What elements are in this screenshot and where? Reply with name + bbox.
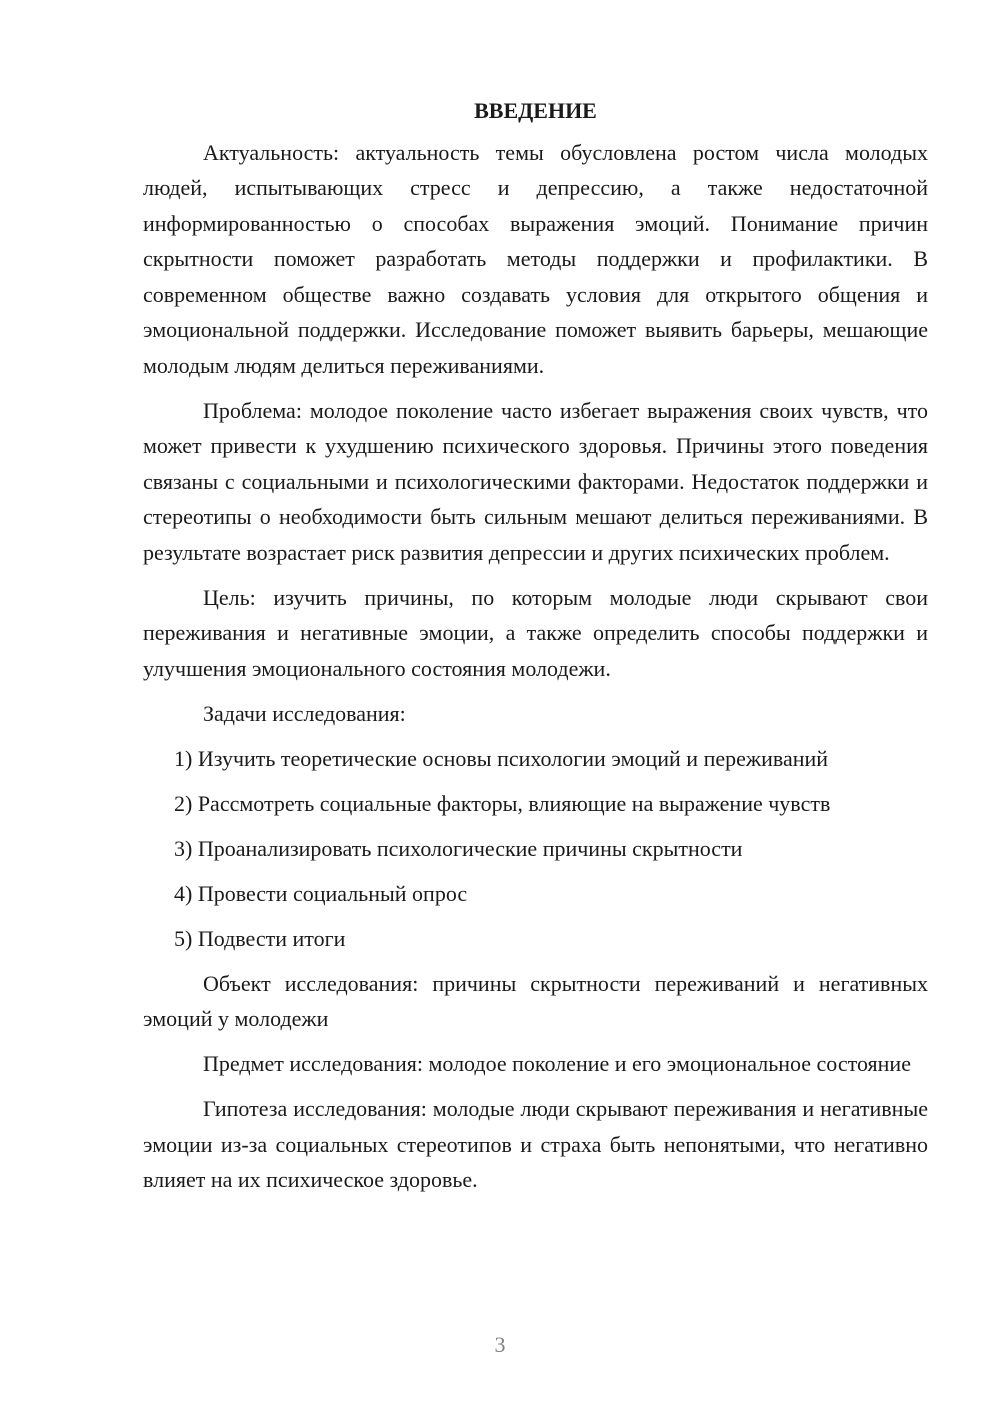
task-item: 4) Провести социальный опрос	[174, 880, 468, 906]
document-page	[143, 93, 928, 1207]
page-number: 3	[494, 1332, 506, 1357]
task-item: 3) Проанализировать психологические причины скрытности	[174, 835, 743, 861]
task-item: 5) Подвести итоги	[174, 925, 346, 951]
task-item: 1) Изучить теоретические основы психологии эмоций и переживаний	[174, 745, 829, 771]
paragraph-subject: Предмет исследования: молодое поколение и его эмоциональное состояние	[203, 1051, 911, 1076]
paragraph-goal: Цель: изучить причины, по которым молодые люди скрывают свои переживания и негативные эмоции, а также определить способы поддержки и улучшения эмоционального состояния молодежи.	[143, 584, 928, 681]
tasks-heading: Задачи исследования:	[203, 700, 406, 726]
task-list	[143, 741, 928, 957]
paragraph-problem: Проблема: молодое поколение часто избегает выражения своих чувств, что может привести к ухудшению психического здоровья. Причины этого поведения связаны с социальными и психологическими факторами. Недостаток поддержки и стереотипы о необходимости быть сильным мешают делиться переживаниями. В результате возрастает риск развития депрессии и других психических проблем.	[143, 397, 928, 565]
paragraph-relevance: Актуальность: актуальность темы обусловлена ростом числа молодых людей, испытывающих стресс и депрессию, а также недостаточной информированностью о способах выражения эмоций. Понимание причин скрытности поможет разработать методы поддержки и профилактики. В современном обществе важно создавать условия для открытого общения и эмоциональной поддержки. Исследование поможет выявить барьеры, мешающие молодым людям делиться переживаниями.	[143, 139, 928, 378]
task-item: 2) Рассмотреть социальные факторы, влияющие на выражение чувств	[174, 790, 831, 816]
paragraph-object: Объект исследования: причины скрытности переживаний и негативных эмоций у молодежи	[143, 970, 928, 1031]
paragraph-hypothesis: Гипотеза исследования: молодые люди скрывают переживания и негативные эмоции из-за социальных стереотипов и страха быть непонятыми, что негативно влияет на их психическое здоровье.	[143, 1096, 928, 1192]
section-title: ВВЕДЕНИЕ	[474, 98, 597, 123]
